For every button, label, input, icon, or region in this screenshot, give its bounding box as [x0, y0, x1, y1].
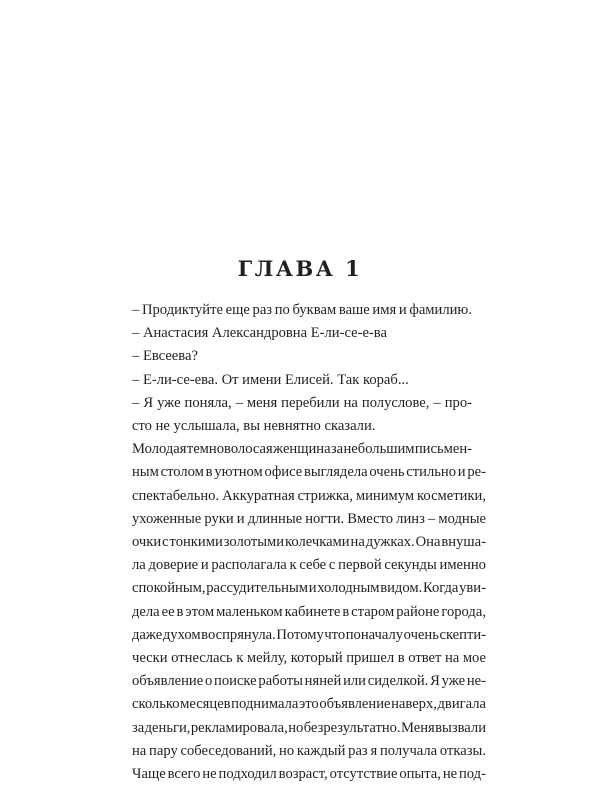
text-line: за деньги, рекламировала, но безрезультатно. Меня вызвали	[132, 719, 486, 736]
dialogue-line	[118, 299, 486, 322]
text-line: – Анастасия Александровна Е-ли-се-е-ва	[132, 325, 387, 342]
text-line: спектабельно. Аккуратная стрижка, минимум косметики,	[132, 487, 486, 504]
dialogue-line	[118, 345, 486, 368]
text-line: сколько месяцев поднимала это объявление наверх, двигала	[132, 696, 486, 713]
text-line: – Я уже поняла, – меня перебили на полуслове, – про-	[132, 394, 472, 411]
text-line: – Евсеева?	[132, 348, 198, 365]
text-line: – Продиктуйте еще раз по буквам ваше имя и фамилию.	[132, 302, 472, 318]
text-line: – Е-ли-се-ева. От имени Елисей. Так кораб...	[132, 371, 409, 388]
text-line: ухоженные руки и длинные ногти. Вместо линз – модные	[132, 510, 487, 527]
dialogue-line	[118, 322, 486, 345]
text-line: объявление о поиске работы няней или сиделкой. Я уже не-	[132, 673, 487, 690]
chapter-title: ГЛАВА 1	[237, 256, 363, 281]
text-line: чески отнеслась к мейлу, который пришел в ответ на мое	[132, 650, 487, 667]
narrative-paragraph	[118, 438, 486, 786]
dialogue-line	[118, 392, 486, 438]
text-line: спокойным, рассудительным и холодным видом. Когда уви-	[132, 580, 486, 597]
text-line: сто не услышала, вы невнятно сказали.	[132, 418, 376, 435]
text-line: дела ее в этом маленьком кабинете в старом районе города,	[132, 603, 486, 620]
chapter-body	[118, 299, 486, 786]
text-line: ла доверие и располагала к себе с первой секунды именно	[132, 557, 486, 574]
dialogue-line	[118, 369, 486, 392]
text-line: очки с тонкими золотыми колечками на дужках. Она внуша-	[132, 534, 486, 551]
text-line: ным столом в уютном офисе выглядела очень стильно и ре-	[132, 464, 486, 481]
text-line: Чаще всего не подходил возраст, отсутствие опыта, не под-	[132, 766, 486, 783]
text-line: даже духом воспрянула. Потому что поначалу очень скепти-	[132, 626, 487, 643]
text-line: на пару собеседований, но каждый раз я получала отказы.	[132, 742, 486, 759]
text-line: Молодая темноволосая женщина за небольшим письмен-	[132, 441, 472, 458]
